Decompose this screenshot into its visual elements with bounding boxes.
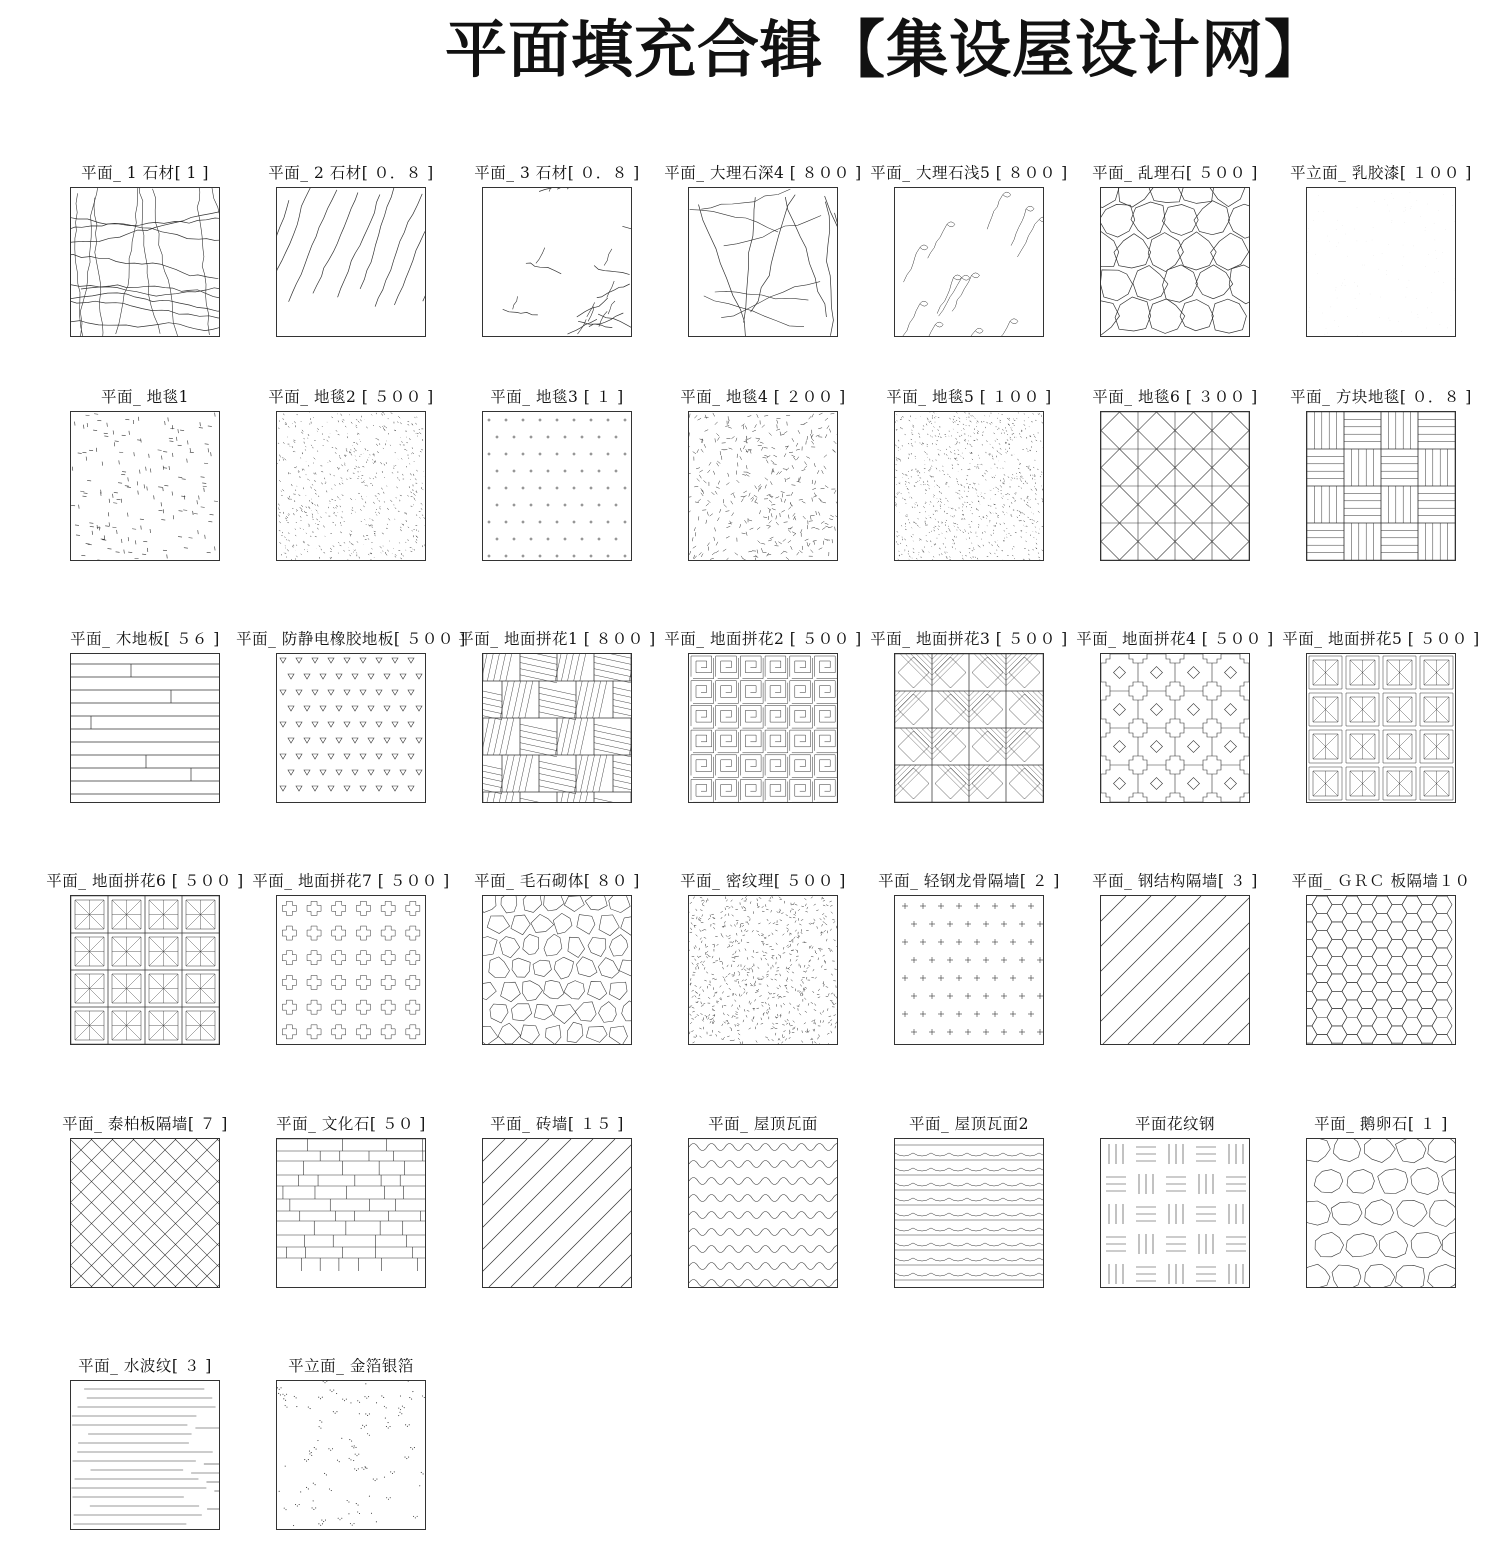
hatch-swatch [1100,653,1250,803]
hatch-pattern-wood-floor [71,654,219,802]
hatch-swatch [1100,187,1250,337]
hatch-pattern-hexagons [1307,896,1455,1044]
hatch-swatch [482,653,632,803]
hatch-swatch [276,653,426,803]
page-title: 平面填充合辑【集设屋设计网】 [445,13,1328,86]
hatch-tile-label: 平立面_ 乳胶漆[ １００ ] [1290,164,1472,182]
hatch-pattern-marble-deep [689,188,837,336]
hatch-swatch [894,653,1044,803]
hatch-pattern-greek-key [689,654,837,802]
hatch-tile-label: 平面_ 地面拼花3 [ ５００ ] [870,630,1068,648]
hatch-pattern-diagonal-veins [277,188,425,336]
hatch-swatch [70,1380,220,1530]
hatch-tile-label: 平面_ 地毯3 [ １ ] [490,388,624,406]
hatch-pattern-checker-plate [1101,1139,1249,1287]
hatch-tile-label: 平面_ 大理石浅5 [ ８００ ] [870,164,1068,182]
hatch-tile-label: 平面_ 文化石[ ５０ ] [276,1115,426,1133]
hatch-swatch [688,1138,838,1288]
hatch-swatch [1306,1138,1456,1288]
hatch-tile-label: 平面_ 密纹理[ ５００ ] [680,872,846,890]
hatch-pattern-foil-dots [277,1381,425,1529]
hatch-swatch [482,1138,632,1288]
hatch-pattern-carpet-fine [895,412,1043,560]
hatch-pattern-water-ripple [71,1381,219,1529]
hatch-tile-label: 平面_ 砖墙[ １５ ] [490,1115,624,1133]
hatch-tile-label: 平面_ 地毯2 [ ５００ ] [268,388,434,406]
hatch-pattern-culture-stone [277,1139,425,1287]
hatch-swatch [688,187,838,337]
hatch-pattern-rubble [483,896,631,1044]
hatch-swatch [276,1138,426,1288]
hatch-pattern-parquet-3 [895,654,1043,802]
hatch-swatch [70,411,220,561]
hatch-tile-label: 平面_ 乱理石[ ５００ ] [1092,164,1258,182]
hatch-pattern-latex-paint [1307,188,1455,336]
hatch-pattern-octagon-grid [1101,412,1249,560]
hatch-swatch [688,411,838,561]
hatch-swatch [276,895,426,1045]
hatch-tile-label: 平面_ 地毯1 [100,388,190,406]
hatch-tile-label: 平面_ 大理石深4 [ ８００ ] [664,164,862,182]
hatch-tile-label: 平面_ 钢结构隔墙[ ３ ] [1092,872,1258,890]
hatch-pattern-carpet-strokes [689,412,837,560]
hatch-swatch [482,411,632,561]
hatch-tile-label: 平面_ 地毯4 [ ２００ ] [680,388,846,406]
hatch-pattern-pebbles [1307,1139,1455,1287]
hatch-pattern-parquet-1 [483,654,631,802]
hatch-pattern-stone-cracks [71,188,219,336]
hatch-swatch [70,653,220,803]
hatch-pattern-carpet-dots [277,412,425,560]
hatch-pattern-branch-veins [483,188,631,336]
hatch-tile-label: 平面_ 防静电橡胶地板[ ５００ ] [236,630,466,648]
hatch-tile-label: 平面_ 屋顶瓦面2 [908,1115,1030,1133]
hatch-swatch [482,187,632,337]
hatch-pattern-random-stone [1101,188,1249,336]
hatch-pattern-parquet-7 [277,896,425,1044]
hatch-pattern-brick-diagonals [483,1139,631,1287]
hatch-tile-label: 平面_ 地毯6 [ ３００ ] [1092,388,1258,406]
hatch-tile-label: 平面_ 地面拼花5 [ ５００ ] [1282,630,1480,648]
hatch-tile-label: 平面_ 毛石砌体[ ８０ ] [474,872,640,890]
hatch-swatch [276,1380,426,1530]
hatch-tile-label: 平面_ 方块地毯[ ０．８ ] [1290,388,1472,406]
hatch-pattern-diamond-grid [71,1139,219,1287]
hatch-tile-label: 平面_ 地面拼花6 [ ５００ ] [46,872,244,890]
hatch-swatch [894,187,1044,337]
hatch-tile-label: 平面_ 屋顶瓦面 [708,1115,818,1133]
hatch-pattern-carpet-stars [483,412,631,560]
hatch-swatch [894,411,1044,561]
hatch-pattern-carpet-dashes [71,412,219,560]
hatch-pattern-parquet-6 [71,896,219,1044]
hatch-swatch [1306,411,1456,561]
hatch-swatch [276,411,426,561]
hatch-swatch [70,1138,220,1288]
hatch-pattern-plus-grid [895,896,1043,1044]
hatch-tile-label: 平面_ 地面拼花7 [ ５００ ] [252,872,450,890]
hatch-swatch [70,895,220,1045]
hatch-tile-label: 平面_ 地面拼花1 [ ８００ ] [458,630,656,648]
hatch-tile-label: 平面_ 水波纹[ ３ ] [78,1357,212,1375]
hatch-pattern-wide-diagonals [1101,896,1249,1044]
hatch-tile-label: 平面_ ＧＲＣ 板隔墙１０ [1291,872,1471,890]
hatch-pattern-basketweave [1307,412,1455,560]
hatch-tile-label: 平立面_ 金箔银箔 [288,1357,414,1375]
hatch-tile-label: 平面_ 地毯5 [ １００ ] [886,388,1052,406]
hatch-tile-label: 平面花纹钢 [1134,1115,1216,1133]
hatch-pattern-cross-stars [1101,654,1249,802]
hatch-pattern-marble-light [895,188,1043,336]
hatch-swatch [1306,895,1456,1045]
hatch-pattern-roof-tile-1 [689,1139,837,1287]
hatch-swatch [1306,653,1456,803]
hatch-swatch [688,653,838,803]
hatch-swatch [1100,1138,1250,1288]
hatch-tile-label: 平面_ 1 石材[ 1 ] [81,164,209,182]
hatch-tile-label: 平面_ 2 石材[ ０．８ ] [268,164,434,182]
hatch-tile-label: 平面_ 3 石材[ ０．８ ] [474,164,640,182]
hatch-swatch [894,1138,1044,1288]
hatch-tile-label: 平面_ 地面拼花4 [ ５００ ] [1076,630,1274,648]
hatch-swatch [1306,187,1456,337]
hatch-tile-label: 平面_ 泰柏板隔墙[ ７ ] [62,1115,228,1133]
hatch-pattern-dense-texture [689,896,837,1044]
hatch-swatch [1100,895,1250,1045]
hatch-tile-label: 平面_ 地面拼花2 [ ５００ ] [664,630,862,648]
hatch-swatch [482,895,632,1045]
hatch-pattern-roof-tile-2 [895,1139,1043,1287]
hatch-tile-label: 平面_ 轻钢龙骨隔墙[ ２ ] [878,872,1060,890]
hatch-swatch [688,895,838,1045]
hatch-swatch [1100,411,1250,561]
hatch-pattern-triangles [277,654,425,802]
hatch-swatch [894,895,1044,1045]
hatch-swatch [276,187,426,337]
hatch-pattern-parquet-5 [1307,654,1455,802]
hatch-swatch [70,187,220,337]
hatch-tile-label: 平面_ 鹅卵石[ １ ] [1314,1115,1448,1133]
hatch-tile-label: 平面_ 木地板[ ５６ ] [70,630,220,648]
